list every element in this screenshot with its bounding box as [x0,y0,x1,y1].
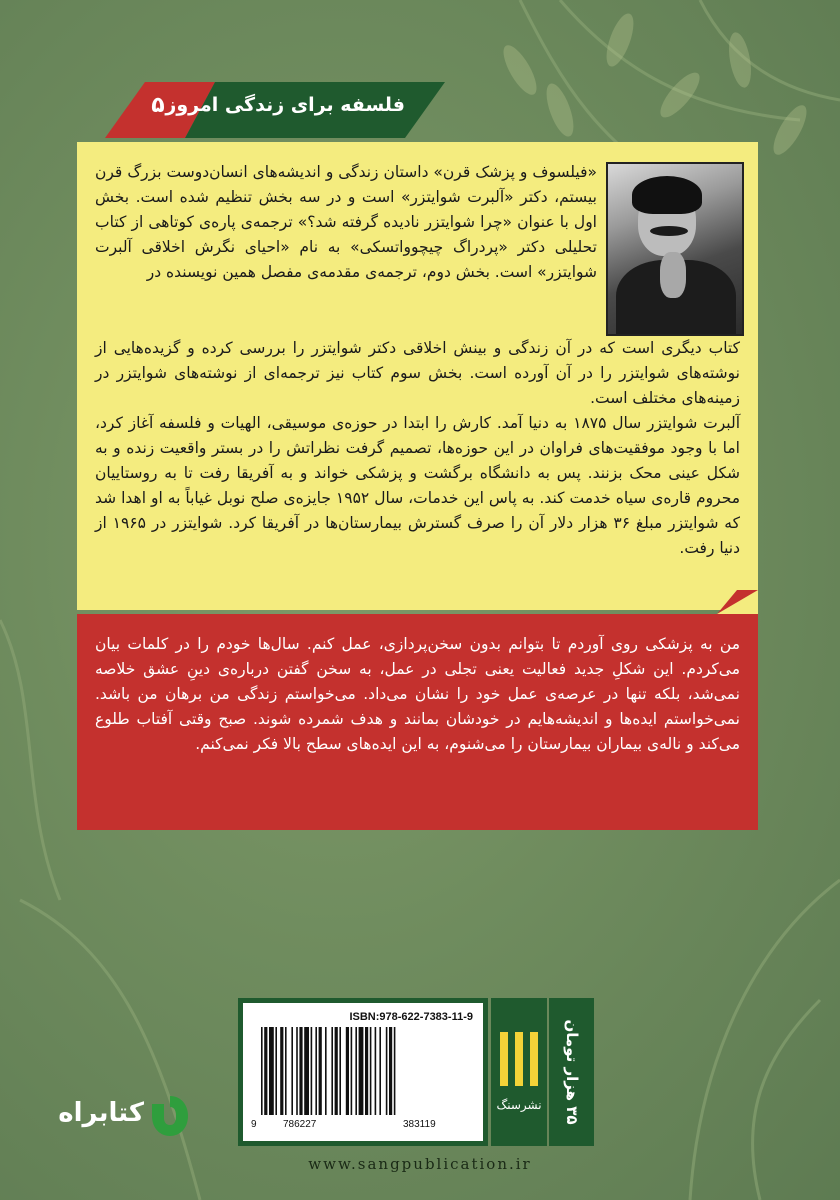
publisher-website: www.sangpublication.ir [308,1155,532,1173]
barcode-bar [335,1027,338,1115]
barcode-digits-right: 383119 [403,1119,436,1130]
isbn-label: ISBN:978-622-7383-11-9 [349,1011,473,1023]
series-number: ۵ [151,93,165,118]
barcode-bar [365,1027,368,1115]
publisher-logo-icon [500,1032,538,1086]
barcode-bar [379,1027,381,1115]
barcode-bar [285,1027,287,1115]
barcode-bar [375,1027,377,1115]
barcode-bar [280,1027,283,1115]
biography-paragraph: آلبرت شوایتزر سال ۱۸۷۵ به دنیا آمد. کارش را ابتدا در حوزه‌ی موسیقی، الهیات و فلسفه آغاز کرد، اما با وجود موفقیت‌های فراوان در این حوزه‌ها، تصمیم گرفت نظراتش را در بستر واقعیت زنده و به شکل عینی محک بزنند. پس به دانشگاه برگشت و پزشکی خواند و به آفریقا رفت تا به روستاییان محروم قاره‌ی سیاه خدمت کند. به پاس این خدمات، سال ۱۹۵۲ جایزه‌ی صلح نوبل غیاباً به او اهدا شد که شوایتزر مبلغ ۳۶ هزار دلار آن را صرف گسترش بیمارستان‌ها در آفریقا کرد. شوایتزر در ۱۹۶۵ از دنیا رفت. [95,414,741,557]
barcode-bar [296,1027,298,1115]
author-photo [606,162,744,336]
publisher-box [491,998,547,1146]
barcode-digit-first: 9 [251,1119,257,1130]
barcode-bar [311,1027,313,1115]
ketabrah-watermark [32,1094,192,1138]
description-body [95,336,740,561]
barcode-box [238,998,488,1146]
barcode-bar [291,1027,293,1115]
barcode-bar [261,1027,263,1115]
price-box [549,998,594,1146]
barcode-bar [359,1027,364,1115]
barcode-bar [351,1027,353,1115]
barcode-bar [355,1027,357,1115]
barcode-bar [299,1027,302,1115]
barcode-bar [269,1027,274,1115]
series-title: فلسفه برای زندگی امروز [165,94,405,116]
price-label: ۳۵ هزار تومان [562,1019,581,1125]
barcode-bar [346,1027,349,1115]
barcode-bar [386,1027,388,1115]
ketabrah-logo-icon [150,1094,190,1138]
barcode-bar [331,1027,333,1115]
barcode-bar [304,1027,309,1115]
barcode-bar [339,1027,341,1115]
description-intro: «فیلسوف و پزشک قرن» داستان زندگی و اندیشه‌های انسان‌دوست بزرگ قرن بیستم، دکتر «آلبرت شوایتزر» است و در سه بخش تنظیم شده است. بخش اول با عنوان «چرا شوایتزر نادیده گرفته شد؟» ترجمه‌ی پاره‌ی کوتاهی از کتاب تحلیلی دکتر «پردراگ چیچوواتسکی» به نام «احیای نگرش اخلاقی آلبرت شوایتزر» است. بخش دوم، ترجمه‌ی مقدمه‌ی مفصل همین نویسنده در [95,163,597,281]
barcode-bars [255,1027,473,1117]
barcode-bar [264,1027,267,1115]
author-quote: من به پزشکی روی آوردم تا بتوانم بدون سخن‌پردازی، عمل کنم. سال‌ها خودم را در کلمات بیان می‌کردم. این شکلِ جدید فعالیت یعنی تجلی در عمل، به سخن گفتن درباره‌ی دینِ عشق خلاصه نمی‌شد، بلکه تنها در عرصه‌ی عمل خود را نشان می‌داد. می‌خواستم زندگی من برهان من باشد. نمی‌خواستم ایده‌ها و اندیشه‌هایم در خودشان بمانند و هدف شمرده شوند. صبح وقتی آفتاب طلوع می‌کند و ناله‌ی بیماران بیمارستان را می‌شنوم، به این ایده‌های سطح بالا فکر نمی‌کنم. [95,635,740,753]
barcode-bar [319,1027,322,1115]
publisher-name: نشرسنگ [496,1098,542,1112]
barcode-bar [325,1027,327,1115]
barcode-bar [275,1027,277,1115]
barcode-bar [394,1027,396,1115]
barcode-bar [389,1027,392,1115]
barcode-bar [370,1027,372,1115]
watermark-text: کتابراه [58,1098,144,1128]
barcode-bar [315,1027,317,1115]
barcode-digits-left: 786227 [283,1119,317,1130]
description-continued: کتاب دیگری است که در آن زندگی و بینش اخلاقی دکتر شوایتزر را بررسی کرده و گزیده‌هایی از نوشته‌های شوایتزر را در آن آورده است. بخش سوم کتاب نیز ترجمه‌ای از نوشته‌های شوایتزر در زمینه‌های مختلف است. [95,339,740,407]
